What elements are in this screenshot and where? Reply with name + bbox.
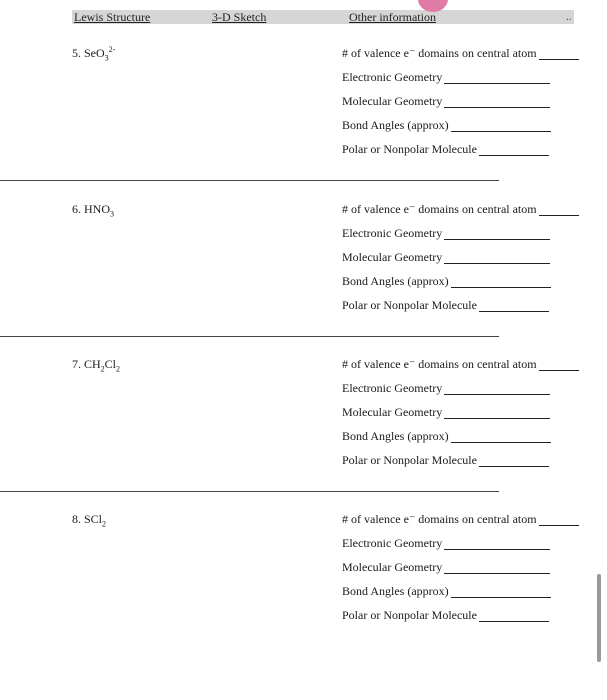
- polarity-row: Polar or Nonpolar Molecule: [342, 298, 549, 312]
- bond-angles-row: Bond Angles (approx): [342, 274, 551, 288]
- polarity-blank[interactable]: [479, 611, 549, 622]
- polarity-row: Polar or Nonpolar Molecule: [342, 142, 549, 156]
- bond-angles-row: Bond Angles (approx): [342, 118, 551, 132]
- bond-angles-blank[interactable]: [451, 277, 551, 288]
- question-8-section: [0, 512, 607, 662]
- valence-domains-blank[interactable]: [539, 205, 579, 216]
- header-other-information: Other information: [349, 10, 436, 24]
- electronic-geometry-row: Electronic Geometry: [342, 536, 550, 550]
- bond-angles-blank[interactable]: [451, 432, 551, 443]
- molecular-geometry-row: Molecular Geometry: [342, 250, 550, 264]
- molecular-geometry-row: Molecular Geometry: [342, 94, 550, 108]
- molecular-geometry-blank[interactable]: [444, 408, 550, 419]
- polarity-row: Polar or Nonpolar Molecule: [342, 453, 549, 467]
- valence-domains-row: # of valence e⁻ domains on central atom: [342, 357, 579, 371]
- question-5-section: [0, 46, 607, 196]
- question-8-label: 8. SCl$_2$: [72, 512, 107, 529]
- bond-angles-blank[interactable]: [451, 587, 551, 598]
- molecular-geometry-row: Molecular Geometry: [342, 405, 550, 419]
- electronic-geometry-blank[interactable]: [444, 539, 550, 550]
- bond-angles-blank[interactable]: [451, 121, 551, 132]
- electronic-geometry-blank[interactable]: [444, 73, 550, 84]
- valence-domains-blank[interactable]: [539, 515, 579, 526]
- molecular-geometry-blank[interactable]: [444, 97, 550, 108]
- valence-domains-row: # of valence e⁻ domains on central atom: [342, 202, 579, 216]
- molecular-geometry-blank[interactable]: [444, 253, 550, 264]
- polarity-blank[interactable]: [479, 301, 549, 312]
- electronic-geometry-blank[interactable]: [444, 229, 550, 240]
- polarity-blank[interactable]: [479, 145, 549, 156]
- question-7-section: [0, 357, 607, 507]
- question-5-label: 5. SeO$_3^{2-}$: [72, 45, 116, 63]
- question-6-label: 6. $HNO_3$: [72, 202, 114, 219]
- section-divider: [0, 491, 499, 492]
- molecular-geometry-blank[interactable]: [444, 563, 550, 574]
- header-lewis-structure: Lewis Structure: [74, 10, 151, 24]
- electronic-geometry-blank[interactable]: [444, 384, 550, 395]
- section-divider: [0, 180, 499, 181]
- polarity-row: Polar or Nonpolar Molecule: [342, 608, 549, 622]
- valence-domains-blank[interactable]: [539, 360, 579, 371]
- section-divider: [0, 336, 499, 337]
- bond-angles-row: Bond Angles (approx): [342, 429, 551, 443]
- question-6-section: [0, 202, 607, 352]
- header-3d-sketch: 3-D Sketch: [212, 10, 267, 24]
- electronic-geometry-row: Electronic Geometry: [342, 70, 550, 84]
- question-7-label: 7. $CH_2Cl_2$: [72, 357, 121, 374]
- molecular-geometry-row: Molecular Geometry: [342, 560, 550, 574]
- valence-domains-blank[interactable]: [539, 49, 579, 60]
- electronic-geometry-row: Electronic Geometry: [342, 381, 550, 395]
- vertical-scrollbar[interactable]: [597, 574, 601, 662]
- valence-domains-row: # of valence e⁻ domains on central atom: [342, 46, 579, 60]
- electronic-geometry-row: Electronic Geometry: [342, 226, 550, 240]
- bond-angles-row: Bond Angles (approx): [342, 584, 551, 598]
- header-trailing-dots: ..: [566, 11, 572, 23]
- polarity-blank[interactable]: [479, 456, 549, 467]
- valence-domains-row: # of valence e⁻ domains on central atom: [342, 512, 579, 526]
